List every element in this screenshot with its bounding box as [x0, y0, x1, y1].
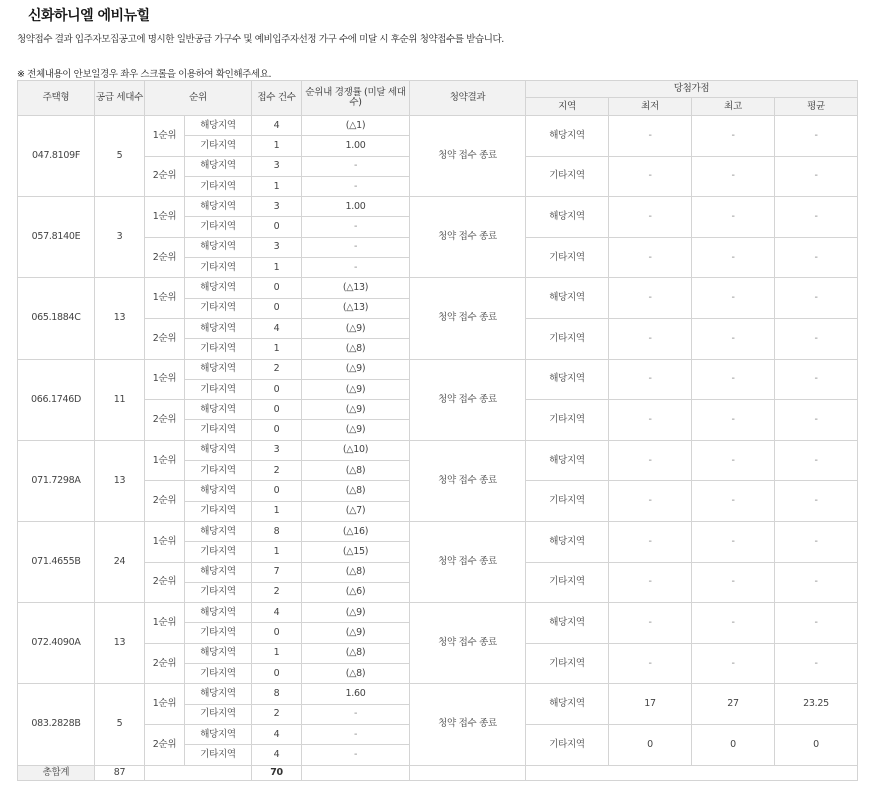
area-cell: 기타지역	[185, 704, 252, 724]
competition-cell: (△9)	[302, 400, 410, 420]
rank-cell: 2순위	[145, 237, 185, 278]
score-min-cell: -	[609, 278, 692, 319]
score-max-cell: -	[692, 116, 775, 157]
competition-cell: (△8)	[302, 562, 410, 582]
score-region-cell: 해당지역	[526, 278, 609, 319]
table-row	[18, 521, 858, 541]
score-region-cell: 기타지역	[526, 237, 609, 278]
page-title: 신화하니엘 에비뉴힐	[28, 8, 150, 24]
rank-cell: 2순위	[145, 562, 185, 603]
applications-cell: 4	[252, 603, 302, 623]
area-cell: 해당지역	[185, 116, 252, 136]
scroll-note: ※ 전체내용이 안보일경우 좌우 스크롤을 이용하여 확인해주세요.	[17, 69, 272, 80]
score-region-cell: 해당지역	[526, 359, 609, 400]
competition-cell: 1.60	[302, 684, 410, 704]
score-min-cell: -	[609, 521, 692, 562]
score-avg-cell: -	[775, 237, 858, 278]
score-region-cell: 기타지역	[526, 400, 609, 441]
area-cell: 해당지역	[185, 481, 252, 501]
area-cell: 기타지역	[185, 136, 252, 156]
score-avg-cell: -	[775, 440, 858, 481]
applications-cell: 0	[252, 278, 302, 298]
applications-cell: 3	[252, 440, 302, 460]
col-winning-score: 당첨가점	[526, 81, 858, 98]
applications-cell: 0	[252, 420, 302, 440]
score-avg-cell: -	[775, 318, 858, 359]
score-min-cell: -	[609, 562, 692, 603]
score-min-cell: -	[609, 359, 692, 400]
score-avg-cell: -	[775, 116, 858, 157]
score-min-cell: -	[609, 116, 692, 157]
results-table	[17, 80, 858, 781]
competition-cell: (△15)	[302, 542, 410, 562]
score-region-cell: 기타지역	[526, 481, 609, 522]
area-cell: 해당지역	[185, 278, 252, 298]
score-min-cell: -	[609, 481, 692, 522]
score-avg-cell: 0	[775, 724, 858, 765]
score-avg-cell: -	[775, 278, 858, 319]
competition-cell: (△9)	[302, 379, 410, 399]
area-cell: 해당지역	[185, 359, 252, 379]
supply-units-cell: 3	[95, 197, 145, 278]
competition-cell: -	[302, 156, 410, 176]
col-result: 청약결과	[410, 81, 526, 116]
total-applications: 70	[252, 765, 302, 780]
area-cell: 해당지역	[185, 237, 252, 257]
area-cell: 기타지역	[185, 339, 252, 359]
applications-cell: 0	[252, 298, 302, 318]
competition-cell: -	[302, 745, 410, 765]
applications-cell: 1	[252, 501, 302, 521]
area-cell: 기타지역	[185, 501, 252, 521]
rank-cell: 1순위	[145, 603, 185, 644]
competition-cell: (△8)	[302, 643, 410, 663]
housing-type-cell: 071.4655B	[18, 521, 95, 602]
applications-cell: 8	[252, 521, 302, 541]
supply-units-cell: 11	[95, 359, 145, 440]
supply-units-cell: 5	[95, 684, 145, 765]
applications-cell: 2	[252, 359, 302, 379]
area-cell: 기타지역	[185, 461, 252, 481]
applications-cell: 4	[252, 724, 302, 744]
table-row	[18, 684, 858, 704]
result-cell: 청약 접수 종료	[410, 197, 526, 278]
result-cell: 청약 접수 종료	[410, 603, 526, 684]
competition-cell: -	[302, 704, 410, 724]
total-rank-empty	[145, 765, 252, 780]
score-min-cell: 17	[609, 684, 692, 725]
result-cell: 청약 접수 종료	[410, 440, 526, 521]
area-cell: 해당지역	[185, 521, 252, 541]
competition-cell: (△8)	[302, 339, 410, 359]
applications-cell: 0	[252, 664, 302, 684]
score-max-cell: -	[692, 440, 775, 481]
table-row	[18, 197, 858, 217]
area-cell: 기타지역	[185, 542, 252, 562]
score-region-cell: 해당지역	[526, 603, 609, 644]
applications-cell: 4	[252, 116, 302, 136]
competition-cell: (△8)	[302, 481, 410, 501]
score-region-cell: 기타지역	[526, 562, 609, 603]
applications-cell: 1	[252, 643, 302, 663]
supply-units-cell: 5	[95, 116, 145, 197]
competition-cell: -	[302, 217, 410, 237]
score-max-cell: 0	[692, 724, 775, 765]
score-max-cell: -	[692, 359, 775, 400]
score-min-cell: -	[609, 237, 692, 278]
applications-cell: 2	[252, 582, 302, 602]
score-region-cell: 해당지역	[526, 684, 609, 725]
total-label: 총합계	[18, 765, 95, 780]
col-rank: 순위	[145, 81, 252, 116]
score-max-cell: -	[692, 278, 775, 319]
col-avg: 평균	[775, 98, 858, 116]
supply-units-cell: 24	[95, 521, 145, 602]
applications-cell: 2	[252, 704, 302, 724]
results-body	[18, 116, 858, 766]
score-region-cell: 기타지역	[526, 724, 609, 765]
score-avg-cell: -	[775, 481, 858, 522]
total-supply: 87	[95, 765, 145, 780]
area-cell: 해당지역	[185, 603, 252, 623]
area-cell: 기타지역	[185, 623, 252, 643]
result-cell: 청약 접수 종료	[410, 684, 526, 765]
score-region-cell: 해당지역	[526, 116, 609, 157]
applications-cell: 1	[252, 176, 302, 196]
rank-cell: 1순위	[145, 278, 185, 319]
competition-cell: -	[302, 237, 410, 257]
housing-type-cell: 057.8140E	[18, 197, 95, 278]
housing-type-cell: 047.8109F	[18, 116, 95, 197]
supply-units-cell: 13	[95, 440, 145, 521]
competition-cell: (△13)	[302, 278, 410, 298]
applications-cell: 1	[252, 339, 302, 359]
table-row	[18, 603, 858, 623]
applications-cell: 1	[252, 258, 302, 278]
score-avg-cell: -	[775, 400, 858, 441]
rank-cell: 1순위	[145, 359, 185, 400]
table-row	[18, 116, 858, 136]
applications-cell: 1	[252, 136, 302, 156]
table-row	[18, 440, 858, 460]
page-description: 청약접수 결과 입주자모집공고에 명시한 일반공급 가구수 및 예비입주자선정 가구 수에 미달 시 후순위 청약접수를 받습니다.	[17, 34, 504, 45]
col-region: 지역	[526, 98, 609, 116]
competition-cell: (△7)	[302, 501, 410, 521]
competition-cell: 1.00	[302, 197, 410, 217]
col-competition: 순위내 경쟁률 (미달 세대수)	[302, 81, 410, 116]
competition-cell: (△8)	[302, 461, 410, 481]
score-region-cell: 기타지역	[526, 643, 609, 684]
result-cell: 청약 접수 종료	[410, 278, 526, 359]
score-max-cell: -	[692, 237, 775, 278]
housing-type-cell: 071.7298A	[18, 440, 95, 521]
score-min-cell: -	[609, 156, 692, 197]
score-max-cell: -	[692, 481, 775, 522]
score-region-cell: 해당지역	[526, 440, 609, 481]
col-supply-units: 공급 세대수	[95, 81, 145, 116]
competition-cell: -	[302, 258, 410, 278]
score-min-cell: -	[609, 603, 692, 644]
competition-cell: (△9)	[302, 318, 410, 338]
area-cell: 해당지역	[185, 400, 252, 420]
applications-cell: 8	[252, 684, 302, 704]
score-region-cell: 해당지역	[526, 197, 609, 238]
rank-cell: 1순위	[145, 197, 185, 238]
score-max-cell: -	[692, 318, 775, 359]
area-cell: 해당지역	[185, 440, 252, 460]
col-max: 최고	[692, 98, 775, 116]
area-cell: 해당지역	[185, 318, 252, 338]
applications-cell: 0	[252, 379, 302, 399]
area-cell: 기타지역	[185, 298, 252, 318]
applications-cell: 0	[252, 217, 302, 237]
area-cell: 기타지역	[185, 379, 252, 399]
score-max-cell: -	[692, 197, 775, 238]
housing-type-cell: 072.4090A	[18, 603, 95, 684]
applications-cell: 2	[252, 461, 302, 481]
rank-cell: 1순위	[145, 116, 185, 157]
score-region-cell: 기타지역	[526, 156, 609, 197]
competition-cell: (△9)	[302, 623, 410, 643]
applications-cell: 1	[252, 542, 302, 562]
result-cell: 청약 접수 종료	[410, 359, 526, 440]
result-cell: 청약 접수 종료	[410, 116, 526, 197]
competition-cell: (△9)	[302, 603, 410, 623]
result-cell: 청약 접수 종료	[410, 521, 526, 602]
rank-cell: 2순위	[145, 643, 185, 684]
applications-cell: 0	[252, 400, 302, 420]
competition-cell: 1.00	[302, 136, 410, 156]
score-region-cell: 해당지역	[526, 521, 609, 562]
score-max-cell: -	[692, 521, 775, 562]
supply-units-cell: 13	[95, 603, 145, 684]
applications-cell: 0	[252, 481, 302, 501]
housing-type-cell: 083.2828B	[18, 684, 95, 765]
competition-cell: (△16)	[302, 521, 410, 541]
competition-cell: (△9)	[302, 420, 410, 440]
score-max-cell: -	[692, 643, 775, 684]
rank-cell: 1순위	[145, 521, 185, 562]
col-housing-type: 주택형	[18, 81, 95, 116]
housing-type-cell: 066.1746D	[18, 359, 95, 440]
score-min-cell: -	[609, 400, 692, 441]
score-avg-cell: -	[775, 156, 858, 197]
applications-cell: 3	[252, 197, 302, 217]
score-min-cell: -	[609, 197, 692, 238]
rank-cell: 2순위	[145, 156, 185, 197]
area-cell: 기타지역	[185, 217, 252, 237]
total-row	[18, 765, 858, 780]
area-cell: 기타지역	[185, 664, 252, 684]
applications-cell: 4	[252, 318, 302, 338]
competition-cell: -	[302, 176, 410, 196]
applications-cell: 3	[252, 237, 302, 257]
applications-cell: 3	[252, 156, 302, 176]
area-cell: 해당지역	[185, 684, 252, 704]
score-min-cell: -	[609, 440, 692, 481]
col-min: 최저	[609, 98, 692, 116]
score-avg-cell: 23.25	[775, 684, 858, 725]
rank-cell: 1순위	[145, 684, 185, 725]
score-avg-cell: -	[775, 197, 858, 238]
score-min-cell: -	[609, 318, 692, 359]
area-cell: 해당지역	[185, 156, 252, 176]
supply-units-cell: 13	[95, 278, 145, 359]
competition-cell: (△6)	[302, 582, 410, 602]
score-min-cell: -	[609, 643, 692, 684]
competition-cell: (△8)	[302, 664, 410, 684]
applications-cell: 7	[252, 562, 302, 582]
score-max-cell: -	[692, 603, 775, 644]
applications-cell: 4	[252, 745, 302, 765]
area-cell: 기타지역	[185, 745, 252, 765]
score-avg-cell: -	[775, 603, 858, 644]
score-max-cell: -	[692, 562, 775, 603]
rank-cell: 2순위	[145, 400, 185, 441]
score-min-cell: 0	[609, 724, 692, 765]
competition-cell: -	[302, 724, 410, 744]
col-applications: 접수 건수	[252, 81, 302, 116]
housing-type-cell: 065.1884C	[18, 278, 95, 359]
area-cell: 기타지역	[185, 258, 252, 278]
score-avg-cell: -	[775, 562, 858, 603]
total-score-empty	[526, 765, 858, 780]
score-max-cell: 27	[692, 684, 775, 725]
area-cell: 해당지역	[185, 562, 252, 582]
competition-cell: (△9)	[302, 359, 410, 379]
rank-cell: 1순위	[145, 440, 185, 481]
table-row	[18, 278, 858, 298]
rank-cell: 2순위	[145, 481, 185, 522]
applications-cell: 0	[252, 623, 302, 643]
score-avg-cell: -	[775, 643, 858, 684]
table-row	[18, 359, 858, 379]
area-cell: 기타지역	[185, 582, 252, 602]
rank-cell: 2순위	[145, 318, 185, 359]
rank-cell: 2순위	[145, 724, 185, 765]
area-cell: 해당지역	[185, 724, 252, 744]
score-avg-cell: -	[775, 521, 858, 562]
total-result-empty	[410, 765, 526, 780]
competition-cell: (△10)	[302, 440, 410, 460]
score-max-cell: -	[692, 400, 775, 441]
total-competition-empty	[302, 765, 410, 780]
score-region-cell: 기타지역	[526, 318, 609, 359]
competition-cell: (△1)	[302, 116, 410, 136]
competition-cell: (△13)	[302, 298, 410, 318]
area-cell: 해당지역	[185, 643, 252, 663]
area-cell: 해당지역	[185, 197, 252, 217]
score-avg-cell: -	[775, 359, 858, 400]
area-cell: 기타지역	[185, 420, 252, 440]
score-max-cell: -	[692, 156, 775, 197]
area-cell: 기타지역	[185, 176, 252, 196]
